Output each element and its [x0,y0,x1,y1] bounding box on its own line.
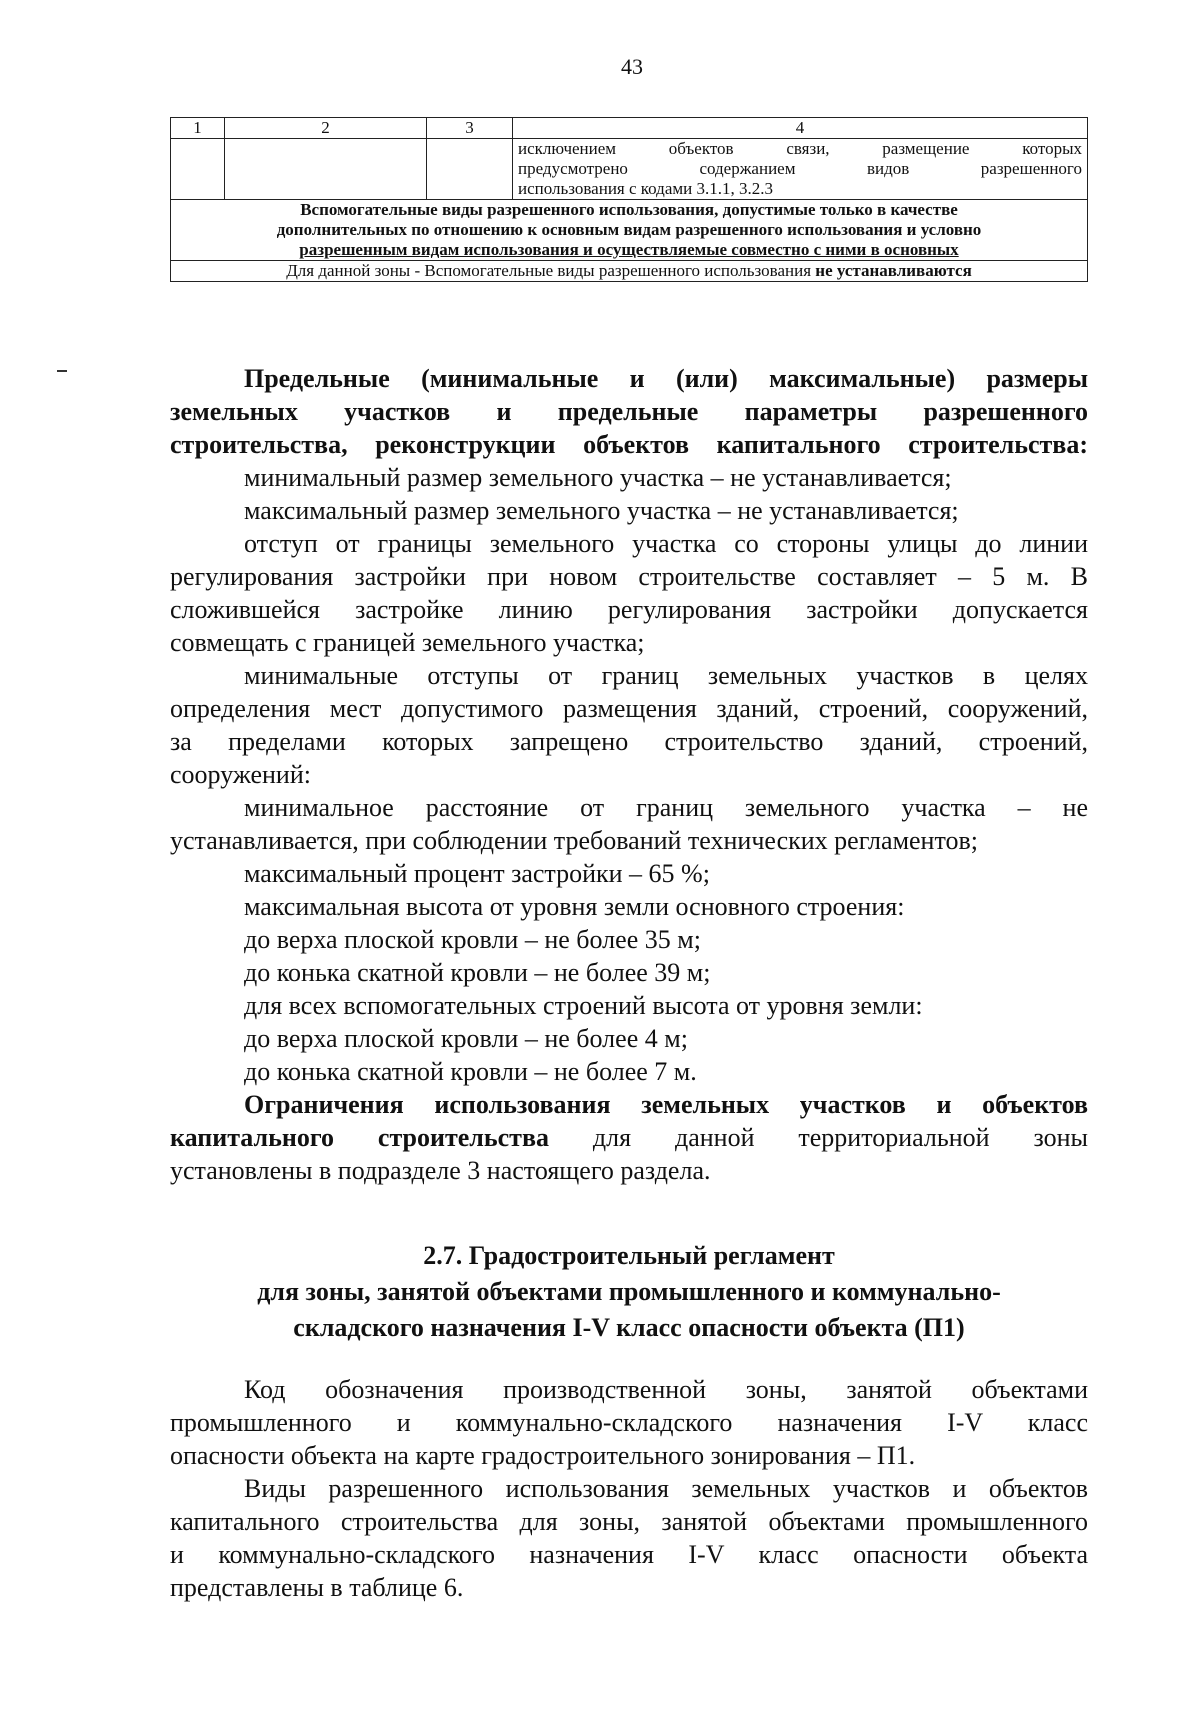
restrictions-line [170,1121,1088,1154]
limit-item: отступ от границы земельного участка со стороны улицы до линии [244,529,1088,558]
table-cell-empty [427,139,513,200]
table-header-row [171,118,1088,139]
limit-item: сложившейся застройке линию регулирования застройки допускается [170,595,1088,624]
restrictions-line: установлены в подразделе 3 настоящего раздела. [170,1156,711,1185]
paragraph-line: и коммунально-складского назначения I-V класс опасности объекта [170,1540,1088,1569]
limit-item: максимальный процент застройки – 65 %; [244,859,710,888]
cell-line: предусмотрено содержанием видов разрешенного [518,159,1082,178]
table-header-cell: 1 [171,118,225,139]
table-cell-empty [225,139,427,200]
table-aux-header-row [171,200,1088,261]
limit-item: устанавливается, при соблюдении требований технических регламентов; [170,826,978,855]
limit-item: до верха плоской кровли – не более 35 м; [244,925,701,954]
table-cell-description [513,139,1088,200]
restrictions-text: для данной территориальной зоны [548,1123,1088,1152]
table-header-cell: 4 [513,118,1088,139]
limit-item: для всех вспомогательных строений высота от уровня земли: [244,991,923,1020]
section-title-line: 2.7. Градостроительный регламент [423,1241,835,1270]
table-cell-empty [171,139,225,200]
heading-line: строительства, реконструкции объектов капитального строительства: [170,430,1088,459]
cell-line: исключением объектов связи, размещение которых [518,139,1082,158]
limit-item: до конька скатной кровли – не более 7 м. [244,1057,697,1086]
page-number: 43 [621,54,643,79]
section-title-line: складского назначения I-V класс опасности объекта (П1) [293,1313,965,1342]
heading-line: земельных участков и предельные параметры разрешенного [170,397,1088,426]
limit-item: минимальный размер земельного участка – не устанавливается; [244,463,952,492]
limit-item: максимальный размер земельного участка – не устанавливается; [244,496,959,525]
section-body [170,1373,1088,1604]
aux-uses-note [171,261,1088,282]
paragraph-line: представлены в таблице 6. [170,1573,464,1602]
aux-header-line: дополнительных по отношению к основным видам разрешенного использования и условно [276,220,982,239]
limits-section [170,362,1088,1187]
restrictions-line: Ограничения использования земельных участков и объектов [244,1090,1088,1119]
paragraph-line: капитального строительства для зоны, занятой объектами промышленного [170,1507,1088,1536]
section-title-line: для зоны, занятой объектами промышленного и коммунально- [257,1277,1001,1306]
aux-uses-header [171,200,1088,261]
aux-header-line: Вспомогательные виды разрешенного использования, допустимые только в качестве [300,200,958,219]
limit-item: сооружений: [170,760,311,789]
permitted-use-table [170,117,1088,282]
aux-note-text: Для данной зоны - Вспомогательные виды разрешенного использования [286,261,816,280]
heading-line: Предельные (минимальные и (или) максимальные) размеры [244,364,1088,393]
paragraph-line: опасности объекта на карте градостроительного зонирования – П1. [170,1441,916,1470]
limit-item: совмещать с границей земельного участка; [170,628,645,657]
aux-header-line: разрешенным видам использования и осуществляемые совместно с ними в основных [299,240,959,259]
limit-item: минимальное расстояние от границ земельного участка – не [244,793,1088,822]
limit-item: регулирования застройки при новом строительстве составляет – 5 м. В [170,562,1088,591]
table-header-cell: 3 [427,118,513,139]
restrictions-bold: капитального строительства [170,1123,549,1152]
limits-heading [170,362,1088,461]
limit-item: максимальная высота от уровня земли основного строения: [244,892,905,921]
aux-note-bold: не устанавливаются [815,261,972,280]
paragraph-line: Виды разрешенного использования земельных участков и объектов [244,1474,1088,1503]
section-title [170,1238,1088,1346]
limit-item: до верха плоской кровли – не более 4 м; [244,1024,688,1053]
table-header-cell: 2 [225,118,427,139]
stray-mark [57,370,67,372]
limit-item: за пределами которых запрещено строительство зданий, строений, [170,727,1088,756]
limit-item: минимальные отступы от границ земельных участков в целях [244,661,1088,690]
cell-line: использования с кодами 3.1.1, 3.2.3 [518,179,773,198]
limit-item: до конька скатной кровли – не более 39 м; [244,958,711,987]
table-aux-note-row [171,261,1088,282]
table-row [171,139,1088,200]
limit-item: определения мест допустимого размещения зданий, строений, сооружений, [170,694,1088,723]
paragraph-line: Код обозначения производственной зоны, занятой объектами [244,1375,1088,1404]
paragraph-line: промышленного и коммунально-складского назначения I-V класс [170,1408,1088,1437]
